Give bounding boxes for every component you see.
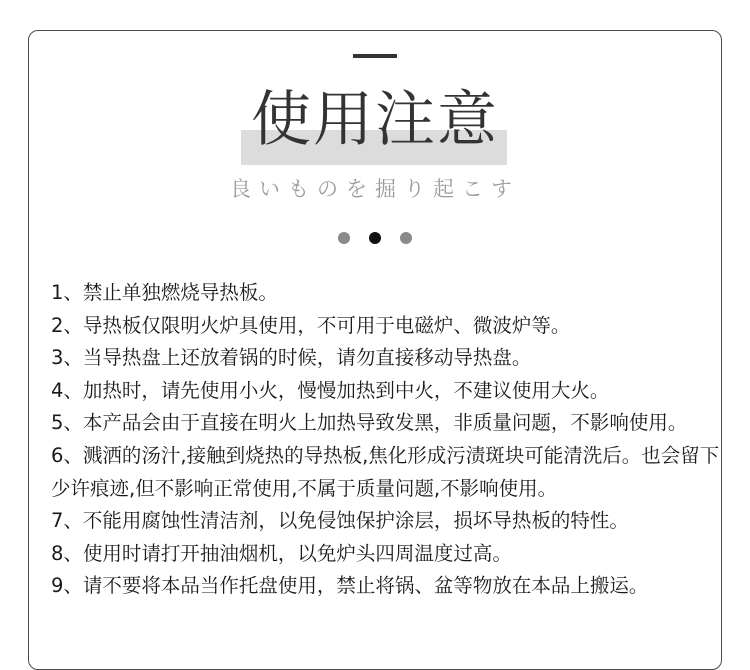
note-item: 8、使用时请打开抽油烟机，以免炉头四周温度过高。 (51, 541, 512, 565)
note-item: 5、本产品会由于直接在明火上加热导致发黑，非质量问题，不影响使用。 (51, 411, 688, 435)
pagination-dot-active (369, 232, 381, 244)
notes-list (51, 277, 721, 603)
note-item: 9、请不要将本品当作托盘使用，禁止将锅、盆等物放在本品上搬运。 (51, 574, 649, 598)
note-item: 7、不能用腐蚀性清洁剂，以免侵蚀保护涂层，损坏导热板的特性。 (51, 509, 629, 533)
note-item: 4、加热时，请先使用小火，慢慢加热到中火，不建议使用大火。 (51, 378, 610, 402)
pagination-dots (0, 232, 750, 244)
note-item: 6、溅洒的汤汁,接触到烧热的导热板,焦化形成污渍斑块可能清洗后。也会留下少许痕迹,但不影响正常使用,不属于质量问题,不影响使用。 (51, 443, 720, 500)
note-item: 1、禁止单独燃烧导热板。 (51, 281, 278, 304)
title-top-bar (353, 54, 397, 58)
page-subtitle: 良いものを掘り起こす (230, 177, 520, 201)
note-item: 3、当导热盘上还放着锅的时候，请勿直接移动导热盘。 (51, 346, 532, 370)
note-item: 2、导热板仅限明火炉具使用，不可用于电磁炉、微波炉等。 (51, 313, 571, 337)
page-title: 使用注意 (251, 85, 499, 155)
pagination-dot (338, 232, 350, 244)
pagination-dot (400, 232, 412, 244)
